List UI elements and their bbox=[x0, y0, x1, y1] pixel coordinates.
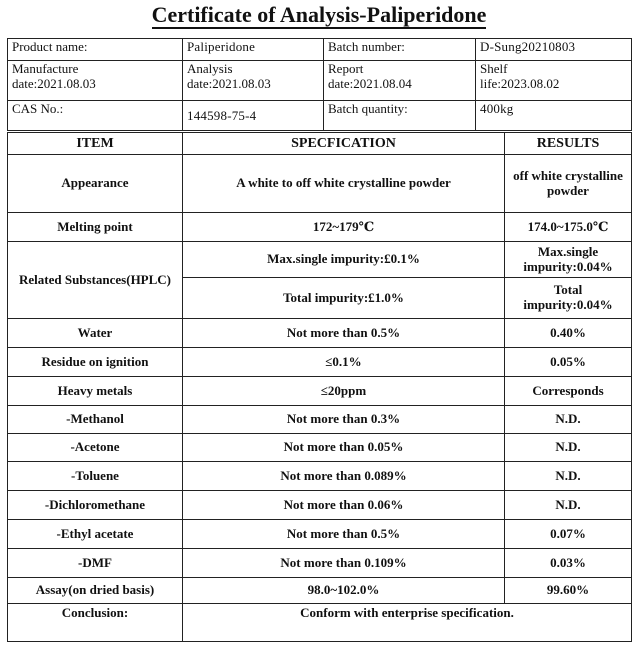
result-dmf: 0.03% bbox=[505, 549, 632, 578]
spec-heavy-metals: ≤20ppm bbox=[183, 377, 505, 406]
analysis-date: date:2021.08.03 bbox=[187, 75, 271, 91]
spec-dmf: Not more than 0.109% bbox=[183, 549, 505, 578]
item-melting-point: Melting point bbox=[8, 213, 183, 242]
spec-water: Not more than 0.5% bbox=[183, 319, 505, 348]
spec-residue-on-ignition: ≤0.1% bbox=[183, 348, 505, 377]
result-assay: 99.60% bbox=[505, 578, 632, 604]
shelf-label: Shelf bbox=[480, 61, 508, 76]
spec-ethyl-acetate: Not more than 0.5% bbox=[183, 520, 505, 549]
manufacture-date: date:2021.08.03 bbox=[12, 75, 96, 91]
item-assay: Assay(on dried basis) bbox=[8, 578, 183, 604]
document-title bbox=[0, 2, 638, 28]
spec-melting-point: 172~179℃ bbox=[183, 213, 505, 242]
manufacture-date-cell bbox=[8, 61, 183, 101]
result-heavy-metals: Corresponds bbox=[505, 377, 632, 406]
cas-value: 144598-75-4 bbox=[183, 101, 324, 132]
spec-total-impurity: Total impurity:£1.0% bbox=[183, 278, 505, 319]
result-appearance: off white crystalline powder bbox=[505, 155, 632, 213]
report-date: date:2021.08.04 bbox=[328, 75, 412, 91]
batch-number-label: Batch number: bbox=[324, 39, 476, 61]
item-dmf: -DMF bbox=[8, 549, 183, 578]
item-toluene: -Toluene bbox=[8, 462, 183, 491]
conclusion-text: Conform with enterprise specification. bbox=[183, 604, 632, 642]
column-header-row bbox=[8, 132, 632, 155]
item-ethyl-acetate: -Ethyl acetate bbox=[8, 520, 183, 549]
item-methanol: -Methanol bbox=[8, 406, 183, 434]
table-row bbox=[8, 491, 632, 520]
col-header-item: ITEM bbox=[8, 132, 183, 155]
table-row bbox=[8, 462, 632, 491]
item-heavy-metals: Heavy metals bbox=[8, 377, 183, 406]
result-toluene: N.D. bbox=[505, 462, 632, 491]
spec-methanol: Not more than 0.3% bbox=[183, 406, 505, 434]
result-water: 0.40% bbox=[505, 319, 632, 348]
item-water: Water bbox=[8, 319, 183, 348]
info-row-2 bbox=[8, 61, 632, 101]
result-max-single-impurity: Max.single impurity:0.04% bbox=[505, 242, 632, 278]
item-residue-on-ignition: Residue on ignition bbox=[8, 348, 183, 377]
batch-number-value: D-Sung20210803 bbox=[476, 39, 632, 61]
spec-max-single-impurity: Max.single impurity:£0.1% bbox=[183, 242, 505, 278]
spec-acetone: Not more than 0.05% bbox=[183, 434, 505, 462]
table-row bbox=[8, 348, 632, 377]
table-row bbox=[8, 549, 632, 578]
col-header-specification: SPECFICATION bbox=[183, 132, 505, 155]
batch-quantity-value: 400kg bbox=[476, 101, 632, 132]
product-name-label: Product name: bbox=[8, 39, 183, 61]
result-residue-on-ignition: 0.05% bbox=[505, 348, 632, 377]
spec-appearance: A white to off white crystalline powder bbox=[183, 155, 505, 213]
table-row bbox=[8, 520, 632, 549]
result-ethyl-acetate: 0.07% bbox=[505, 520, 632, 549]
cas-label: CAS No.: bbox=[8, 101, 183, 132]
spec-assay: 98.0~102.0% bbox=[183, 578, 505, 604]
manufacture-label: Manufacture bbox=[12, 61, 79, 76]
col-header-results: RESULTS bbox=[505, 132, 632, 155]
item-dichloromethane: -Dichloromethane bbox=[8, 491, 183, 520]
table-row bbox=[8, 213, 632, 242]
table-row bbox=[8, 155, 632, 213]
shelf-life-cell bbox=[476, 61, 632, 101]
result-acetone: N.D. bbox=[505, 434, 632, 462]
table-row bbox=[8, 406, 632, 434]
conclusion-row bbox=[8, 604, 632, 642]
table-row bbox=[8, 242, 632, 278]
result-dichloromethane: N.D. bbox=[505, 491, 632, 520]
title-text: Certificate of Analysis-Paliperidone bbox=[151, 2, 487, 27]
table-row bbox=[8, 434, 632, 462]
analysis-label: Analysis bbox=[187, 61, 233, 76]
report-label: Report bbox=[328, 61, 364, 76]
info-row-1 bbox=[8, 39, 632, 61]
info-row-3 bbox=[8, 101, 632, 132]
item-appearance: Appearance bbox=[8, 155, 183, 213]
shelf-life: life:2023.08.02 bbox=[480, 75, 560, 91]
table-row bbox=[8, 578, 632, 604]
table-row bbox=[8, 377, 632, 406]
table-row bbox=[8, 319, 632, 348]
coa-table bbox=[7, 38, 632, 642]
result-total-impurity: Total impurity:0.04% bbox=[505, 278, 632, 319]
spec-toluene: Not more than 0.089% bbox=[183, 462, 505, 491]
result-methanol: N.D. bbox=[505, 406, 632, 434]
item-acetone: -Acetone bbox=[8, 434, 183, 462]
batch-quantity-label: Batch quantity: bbox=[324, 101, 476, 132]
result-melting-point: 174.0~175.0℃ bbox=[505, 213, 632, 242]
spec-dichloromethane: Not more than 0.06% bbox=[183, 491, 505, 520]
product-name-value: Paliperidone bbox=[183, 39, 324, 61]
report-date-cell bbox=[324, 61, 476, 101]
item-related-substances: Related Substances(HPLC) bbox=[8, 242, 183, 319]
analysis-date-cell bbox=[183, 61, 324, 101]
conclusion-label: Conclusion: bbox=[8, 604, 183, 642]
